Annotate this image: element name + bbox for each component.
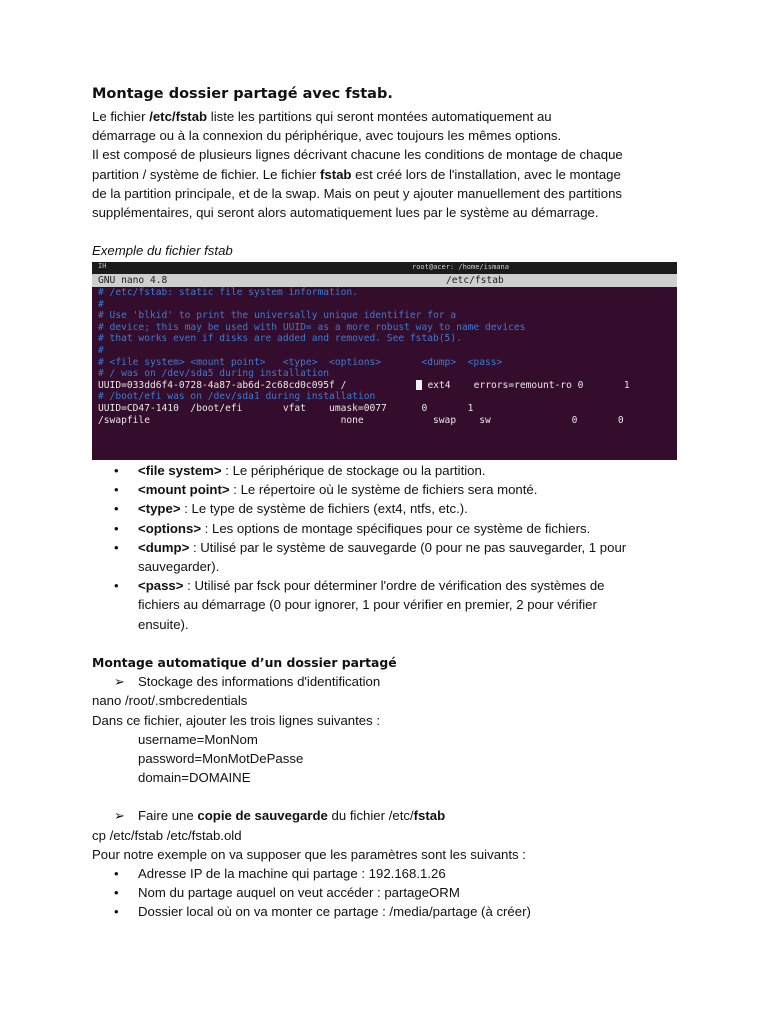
list-item	[92, 480, 692, 499]
terminal-line: UUID=CD47-1410 /boot/efi vfat umask=0077 0 1	[98, 402, 474, 414]
terminal-line: #	[98, 298, 104, 310]
intro-text: démarrage ou à la connexion du périphérique, avec toujours les mêmes options.	[92, 128, 562, 144]
field-name: <pass>	[138, 578, 184, 594]
fields-list	[92, 461, 692, 634]
command-line: cp /etc/fstab /etc/fstab.old	[92, 827, 242, 843]
list-item	[92, 519, 692, 538]
terminal-line: # /boot/efi was on /dev/sda1 during installation	[98, 391, 376, 403]
step-text: du fichier /etc/	[327, 808, 414, 824]
terminal-screenshot	[92, 262, 677, 460]
credential-line: domain=DOMAINE	[138, 770, 251, 786]
bullet-icon: •	[114, 520, 119, 536]
terminal-line-text: ext4 errors=remount-ro 0 1	[421, 379, 630, 391]
field-desc: : Utilisé par fsck pour déterminer l'ordre de vérification des systèmes de	[183, 578, 605, 594]
terminal-line: #	[98, 344, 104, 356]
field-name: <options>	[138, 520, 202, 536]
bullet-icon: •	[114, 539, 119, 555]
terminal-line-text: UUID=033dd6f4-0728-4a87-ab6d-2c68cd0c095f /	[98, 379, 347, 391]
document-page	[92, 86, 692, 260]
step-backup	[92, 806, 692, 825]
list-item	[92, 576, 692, 634]
field-name: <mount point>	[138, 482, 230, 498]
list-item	[92, 538, 692, 576]
bullet-icon: •	[114, 482, 119, 498]
command-line: nano /root/.smbcredentials	[92, 693, 248, 709]
list-item	[92, 864, 692, 883]
terminal-line: # device; this may be used with UUID= as a more robust way to name devices	[98, 321, 526, 333]
list-item	[92, 902, 692, 921]
field-name: <file system>	[138, 463, 222, 478]
terminal-line: # that works even if disks are added and removed. See fstab(5).	[98, 333, 462, 345]
param-text: Dossier local où on va monter ce partage : /media/partage (à créer)	[138, 904, 531, 920]
intro-text: est créé lors de l'installation, avec le montage	[351, 166, 621, 182]
terminal-line: # <file system> <mount point> <type> <options> <dump> <pass>	[98, 356, 503, 368]
param-text: Nom du partage auquel on veut accéder : partageORM	[138, 885, 460, 901]
field-desc: ensuite).	[138, 616, 189, 632]
terminal-line: # / was on /dev/sda5 during installation	[98, 368, 330, 380]
credential-line: username=MonNom	[138, 731, 258, 747]
intro-paragraph	[92, 107, 692, 222]
terminal-window-title: root@acer: /home/ismana	[412, 263, 509, 271]
step-bold: copie de sauvegarde	[197, 808, 328, 824]
arrow-bullet-icon: ➢	[114, 674, 126, 690]
params-list	[92, 864, 692, 922]
bullet-icon: •	[114, 904, 119, 920]
bullet-icon: •	[114, 501, 119, 517]
intro-text: partition / système de fichier. Le fichier	[92, 166, 320, 182]
fields-section	[92, 461, 692, 634]
example-caption: Exemple du fichier fstab	[92, 243, 233, 259]
terminal-line: /swapfile none swap sw 0 0	[98, 414, 624, 426]
bullet-icon: •	[114, 885, 119, 901]
field-desc: sauvegarder).	[138, 559, 220, 575]
field-name: <dump>	[138, 539, 190, 555]
list-item	[92, 883, 692, 902]
field-name: <type>	[138, 501, 181, 517]
section-auto-mount	[92, 653, 692, 922]
intro-fstab: fstab	[319, 166, 352, 182]
terminal-titlebar	[92, 262, 677, 274]
intro-fstab-path: /etc/fstab	[149, 109, 208, 124]
page-title: Montage dossier partagé avec fstab.	[92, 86, 393, 102]
intro-text: supplémentaires, qui seront alors automatiquement lues par le système au démarrage.	[92, 205, 599, 221]
list-item	[92, 499, 692, 518]
field-desc: : Le répertoire où le système de fichiers sera monté.	[229, 482, 538, 498]
field-desc: : Les options de montage spécifiques pour ce système de fichiers.	[201, 520, 591, 536]
section-title: Montage automatique d’un dossier partagé	[92, 655, 397, 670]
nano-version: GNU nano 4.8	[98, 275, 168, 286]
terminal-line: # /etc/fstab: static file system information.	[98, 287, 358, 298]
bullet-icon: •	[114, 866, 119, 882]
terminal-content	[92, 287, 677, 426]
intro-text: liste les partitions qui seront montées automatiquement au	[207, 109, 552, 124]
terminal-line	[92, 380, 677, 392]
bullet-icon: •	[114, 463, 119, 478]
nano-file-name: /etc/fstab	[446, 275, 504, 286]
terminal-corner-label: IH	[98, 262, 107, 270]
field-desc: fichiers au démarrage (0 pour ignorer, 1 pour vérifier en premier, 2 pour vérifier	[138, 597, 597, 613]
step-credentials	[92, 672, 692, 691]
step-bold: fstab	[413, 808, 446, 824]
nano-header	[92, 274, 677, 287]
step-label: Stockage des informations d'identification	[138, 674, 381, 690]
intro-text: Le fichier	[92, 109, 150, 124]
instruction-text: Dans ce fichier, ajouter les trois lignes suivantes :	[92, 712, 381, 728]
list-item	[92, 461, 692, 480]
step-text: Faire une	[138, 808, 198, 824]
field-desc: : Le périphérique de stockage ou la partition.	[221, 463, 486, 478]
params-intro: Pour notre exemple on va supposer que les paramètres sont les suivants :	[92, 846, 526, 862]
credential-line: password=MonMotDePasse	[138, 751, 304, 767]
terminal-line: # Use 'blkid' to print the universally unique identifier for a	[98, 310, 457, 322]
param-text: Adresse IP de la machine qui partage : 192.168.1.26	[138, 866, 446, 882]
bullet-icon: •	[114, 578, 119, 594]
field-desc: : Le type de système de fichiers (ext4, ntfs, etc.).	[180, 501, 468, 517]
intro-text: Il est composé de plusieurs lignes décrivant chacune les conditions de montage de chaque	[92, 147, 623, 163]
arrow-bullet-icon: ➢	[114, 808, 126, 824]
field-desc: : Utilisé par le système de sauvegarde (0 pour ne pas sauvegarder, 1 pour	[189, 539, 627, 555]
intro-text: de la partition principale, et de la swap. Mais on peut y ajouter manuellement des partitions	[92, 185, 622, 201]
